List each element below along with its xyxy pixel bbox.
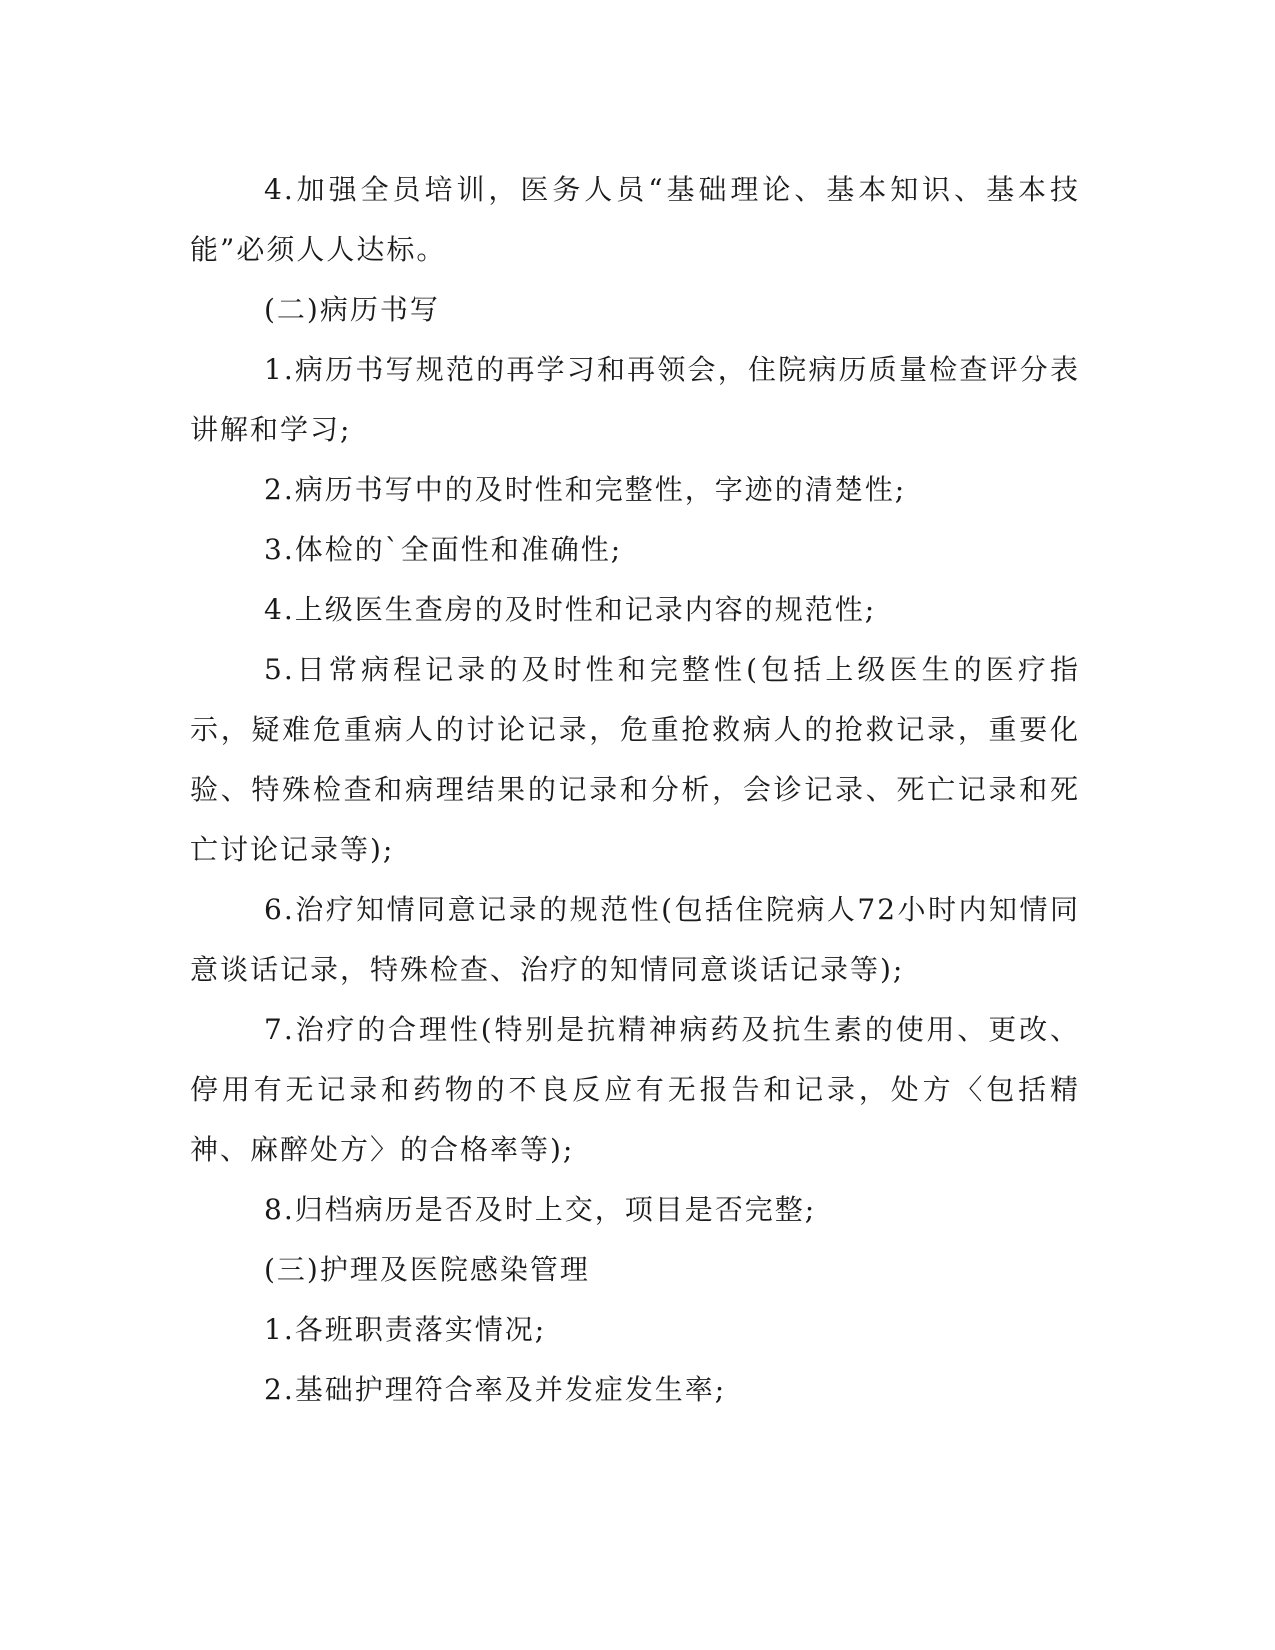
- paragraph-informed-consent: 6.治疗知情同意记录的规范性(包括住院病人72小时内知情同意谈话记录，特殊检查、治疗的知情同意谈话记录等);: [190, 893, 1080, 986]
- paragraph-physical-exam: 3.体检的`全面性和准确性;: [264, 533, 623, 566]
- document-body: [190, 160, 1080, 1420]
- paragraph-ward-rounds: 4.上级医生查房的及时性和记录内容的规范性;: [264, 593, 877, 626]
- paragraph-basic-nursing: 2.基础护理符合率及并发症发生率;: [264, 1373, 727, 1406]
- paragraph-record-standards: 1.病历书写规范的再学习和再领会，住院病历质量检查评分表讲解和学习;: [190, 353, 1080, 446]
- paragraph-progress-notes: 5.日常病程记录的及时性和完整性(包括上级医生的医疗指示，疑难危重病人的讨论记录，危重抢救病人的抢救记录，重要化验、特殊检查和病理结果的记录和分析，会诊记录、死亡记录和死亡讨论记录等);: [190, 653, 1080, 866]
- paragraph-record-timeliness: 2.病历书写中的及时性和完整性，字迹的清楚性;: [264, 473, 907, 506]
- paragraph-shift-duties: 1.各班职责落实情况;: [264, 1313, 547, 1346]
- section-heading-medical-records: (二)病历书写: [264, 293, 440, 326]
- section-heading-nursing-infection: (三)护理及医院感染管理: [264, 1253, 590, 1286]
- paragraph-archiving: 8.归档病历是否及时上交，项目是否完整;: [264, 1193, 817, 1226]
- paragraph-staff-training: 4.加强全员培训，医务人员“基础理论、基本知识、基本技能”必须人人达标。: [190, 173, 1080, 266]
- paragraph-treatment-rationality: 7.治疗的合理性(特别是抗精神病药及抗生素的使用、更改、停用有无记录和药物的不良反应有无报告和记录，处方〈包括精神、麻醉处方〉的合格率等);: [190, 1013, 1080, 1166]
